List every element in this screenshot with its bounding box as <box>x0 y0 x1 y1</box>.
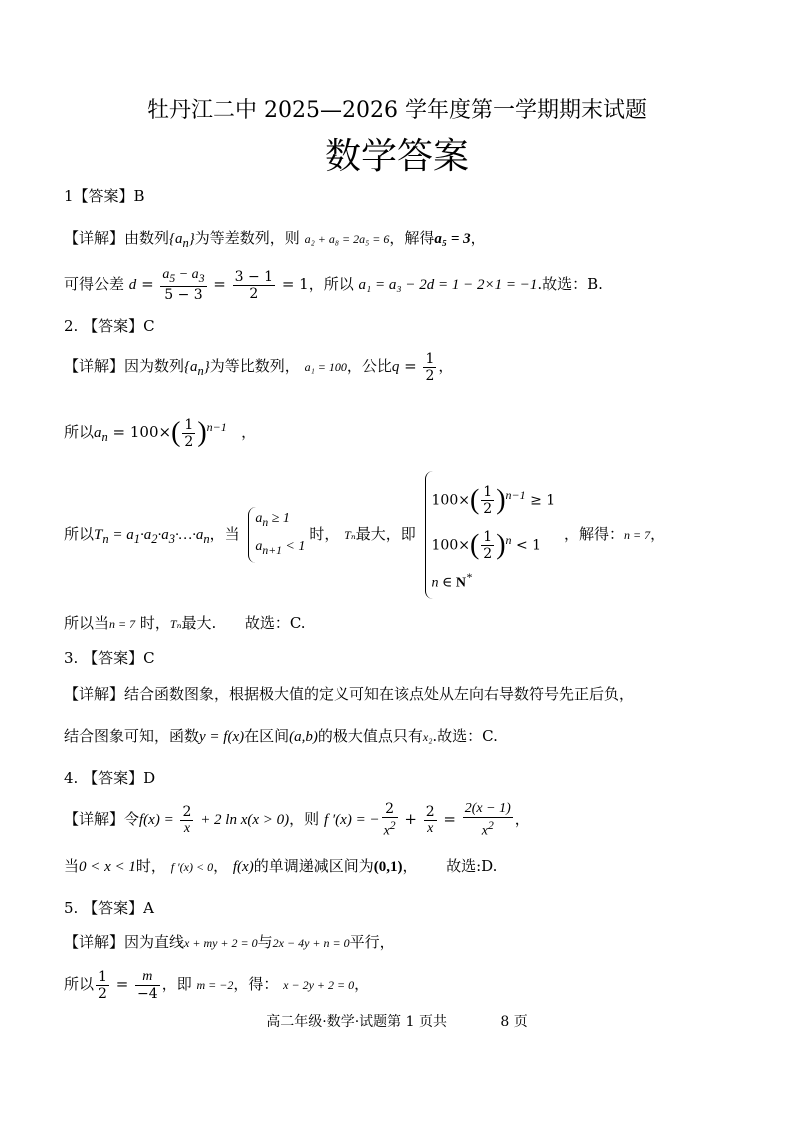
q1-line2: 可得公差 d = $\frac{a_5 - a_3}{5 - 3}$ = $\frac{3 - 1}{2}$ = 1，所以 a₁ = a₃ − 2d = 1 − 2×1 = −1.故选：B. <box>64 266 603 304</box>
q5-line2: 所以 $\frac{1}{2}$ = $\frac{m}{-4}$ ，即 m = −2，得： x − 2y + 2 = 0， <box>64 968 370 1002</box>
q2-line3: 所以$T_n$ = $a_1\cdot a_2\cdot a_3\cdot\dots\cdot a_n$，当 $a_n \ge 1$ $a_{n+1} < 1$ 时， Tₙ最大，即 100×( $\frac{1}{2}$ )$^{n-1}$ ≥ 1 100×( $\frac{1}{2}$ )$^n$ < 1 n ∈ N* ，解得：n = 7， <box>64 470 665 603</box>
q4-answer: 4. 【答案】D <box>64 769 156 787</box>
q2-answer: 2. 【答案】C <box>64 317 155 335</box>
q4-detail: 【详解】令f(x) = $\frac{2}{x}$ + 2 ln x(x > 0)，则 f ′(x) = − $\frac{2}{x^2}$ + $\frac{2}{x}$ = $\frac{2(x - 1)}{x^2}$ ， <box>64 800 530 839</box>
q3-answer: 3. 【答案】C <box>64 649 155 667</box>
page-subtitle: 数学答案 <box>324 136 469 177</box>
q1-detail: 【详解】由数列$\{a_n\}$为等差数列，则 a₂ + a₈ = 2a₅ = 6，解得a₅ = 3， <box>64 229 486 250</box>
q1-answer: 1【答案】B <box>64 187 145 205</box>
q5-detail: 【详解】因为直线x + my + 2 = 0与2x − 4y + n = 0平行， <box>64 933 395 951</box>
q4-line2: 当0 < x < 1时， f ′(x) < 0， f(x)的单调递减区间为(0,1)， 故选:D. <box>64 857 498 875</box>
footer-text: 高二年级·数学·试题第 1 页共 <box>266 1014 447 1030</box>
page-title: 牡丹江二中 2025—2026 学年度第一学期期末试题 <box>147 98 647 123</box>
q3-line2: 结合图象可知，函数y = f(x)在区间(a,b)的极大值点只有x₂.故选：C. <box>64 727 498 745</box>
q2-line4: 所以当n = 7 时，Tₙ最大. 故选：C. <box>64 614 306 632</box>
page-footer <box>0 1011 794 1031</box>
q5-answer: 5. 【答案】A <box>64 899 154 917</box>
q3-detail: 【详解】结合函数图象，根据极大值的定义可知在该点处从左向右导数符号先正后负， <box>64 685 635 703</box>
q2-detail: 【详解】因为数列$\{a_n\}$为等比数列， a₁ = 100，公比q = $\frac{1}{2}$ ， <box>64 350 454 384</box>
footer-total: 8 页 <box>500 1014 528 1030</box>
q2-line2: 所以$a_n = 100\times$( $\frac{1}{2}$ )$^{n-1}$ ， <box>64 416 257 450</box>
